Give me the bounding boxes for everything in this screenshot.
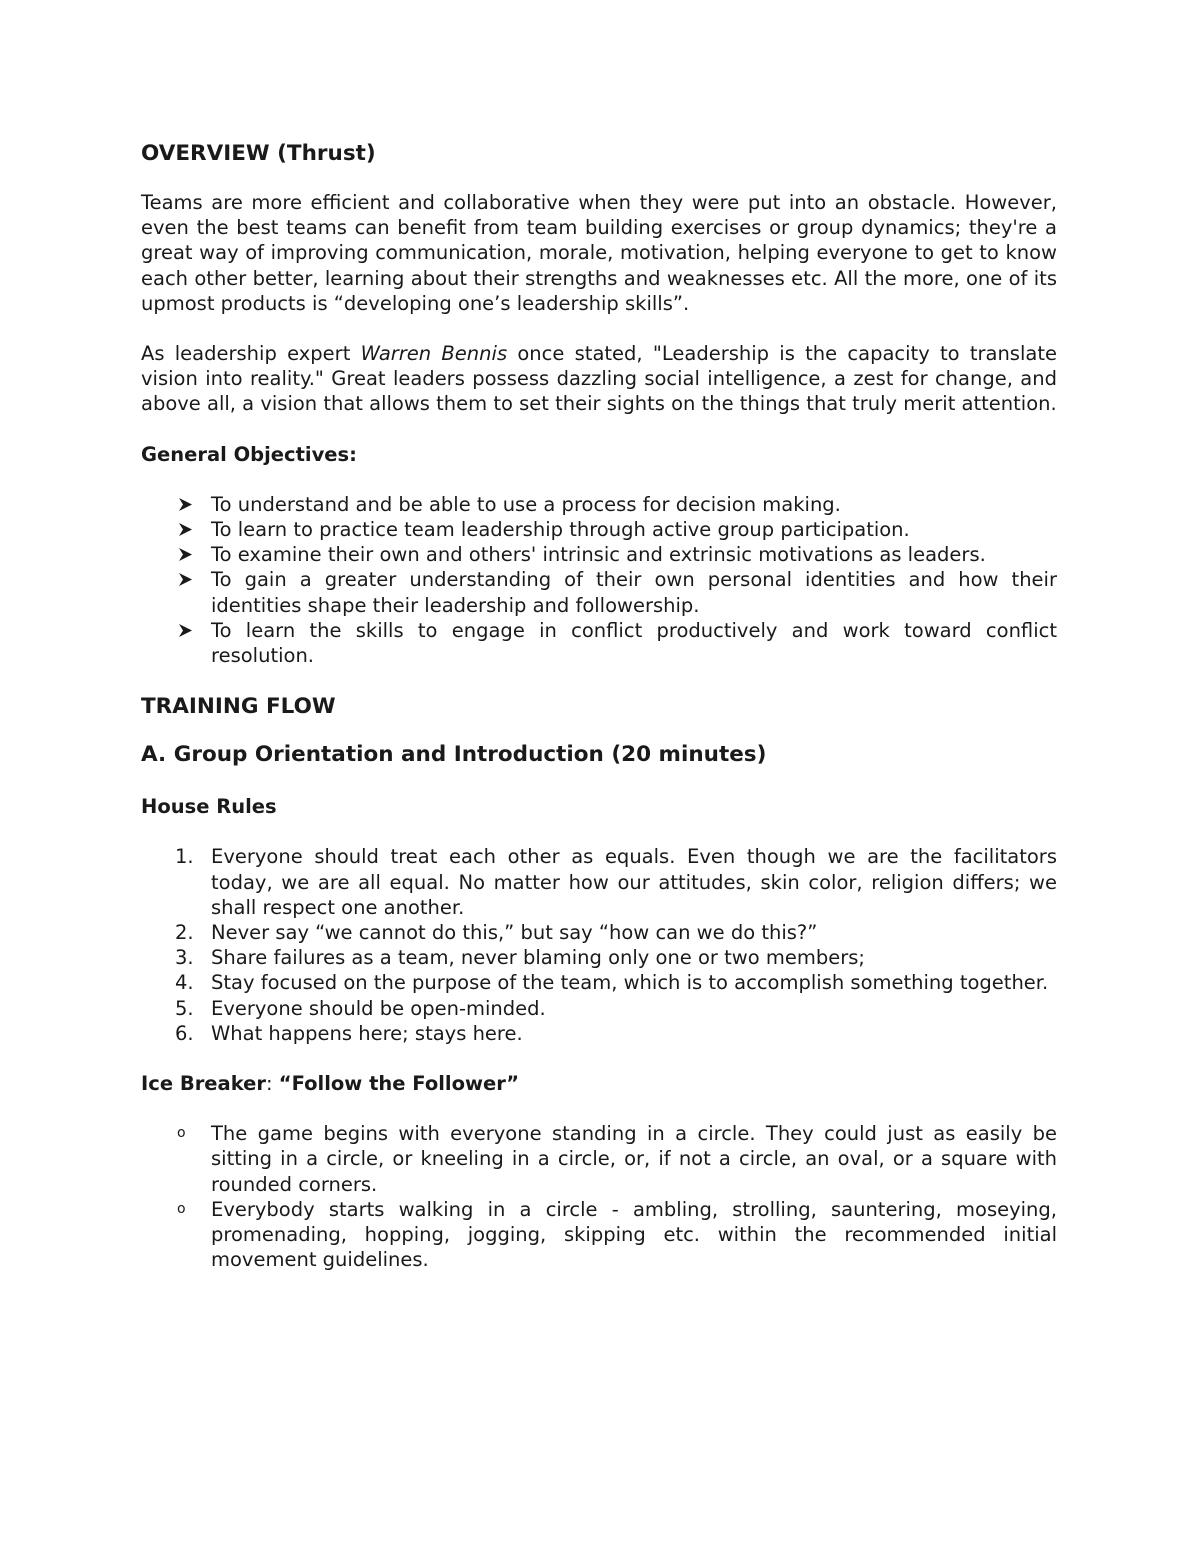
arrow-bullet-icon — [176, 492, 196, 517]
circle-bullet-icon: o — [177, 1200, 186, 1217]
list-item — [141, 920, 1057, 945]
overview-paragraph-2 — [141, 341, 1057, 417]
circle-bullet-icon: o — [177, 1125, 186, 1142]
rule-text: Share failures as a team, never blaming only one or two members; — [211, 946, 865, 970]
quote-intro: As leadership expert — [141, 342, 361, 366]
quote-text: once stated, "Leadership is the capacity to translate vision into reality." Great leaders possess dazzling social intelligence, a zest for change, and above all, a vision that allows them to set their sights on the things that truly merit attention. — [141, 342, 1057, 416]
arrow-bullet-icon — [176, 517, 196, 542]
list-item — [141, 1021, 1057, 1046]
ice-breaker-title: “Follow the Follower” — [278, 1072, 520, 1096]
arrow-bullet-icon — [176, 567, 196, 592]
rule-number: 1. — [175, 845, 194, 869]
document-page — [141, 140, 1057, 1298]
arrow-bullet-icon — [176, 542, 196, 567]
list-item — [141, 492, 1057, 517]
objective-text: To learn the skills to engage in conflict productively and work toward conflict resolution. — [211, 618, 1057, 668]
house-rules-list — [141, 844, 1057, 1046]
ice-breaker-heading — [141, 1071, 1057, 1096]
rule-text: Everyone should treat each other as equals. Even though we are the facilitators today, we are all equal. No matter how our attitudes, skin color, religion differs; we shall respect one another. — [211, 845, 1057, 919]
overview-paragraph-1: Teams are more efficient and collaborative when they were put into an obstacle. However, even the best teams can benefit from team building exercises or group dynamics; they're a great way of improving communication, morale, motivation, helping everyone to get to know each other better, learning about their strengths and weaknesses etc. All the more, one of its upmost products is “developing one’s leadership skills”. — [141, 191, 1057, 315]
rule-text: Everyone should be open-minded. — [211, 996, 546, 1020]
objective-text: To gain a greater understanding of their own personal identities and how their identities shape their leadership and followership. — [211, 568, 1057, 617]
list-item — [141, 996, 1057, 1021]
overview-heading: OVERVIEW (Thrust) — [141, 141, 376, 166]
objectives-list — [141, 492, 1057, 668]
training-flow-heading: TRAINING FLOW — [141, 694, 336, 720]
list-item — [141, 542, 1057, 567]
ice-breaker-step: Everybody starts walking in a circle - ambling, strolling, sauntering, moseying, promenading, hopping, jogging, skipping etc. within the recommended initial movement guidelines. — [211, 1197, 1057, 1272]
quoted-person: Warren Bennis — [360, 342, 508, 366]
objective-text: To learn to practice team leadership through active group participation. — [211, 518, 910, 542]
objective-text: To examine their own and others' intrinsic and extrinsic motivations as leaders. — [211, 543, 986, 567]
section-a-heading: A. Group Orientation and Introduction (20 minutes) — [141, 742, 767, 768]
rule-text: What happens here; stays here. — [211, 1021, 523, 1045]
objective-text: To understand and be able to use a process for decision making. — [211, 492, 841, 516]
list-item — [141, 618, 1057, 668]
ice-breaker-label: Ice Breaker — [141, 1072, 266, 1096]
list-item — [141, 1121, 1057, 1197]
ice-breaker-step: The game begins with everyone standing in a circle. They could just as easily be sitting in a circle, or kneeling in a circle, or, if not a circle, an oval, or a square with rounded corners. — [211, 1122, 1057, 1196]
house-rules-heading: House Rules — [141, 795, 277, 819]
rule-number: 4. — [175, 971, 194, 995]
list-item — [141, 970, 1057, 995]
rule-number: 5. — [175, 996, 194, 1020]
list-item — [141, 1197, 1057, 1273]
arrow-bullet-icon — [176, 618, 196, 643]
rule-text: Never say “we cannot do this,” but say “how can we do this?” — [211, 921, 818, 945]
ice-breaker-colon: : — [265, 1072, 279, 1096]
ice-breaker-list — [141, 1121, 1057, 1272]
rule-number: 6. — [175, 1021, 194, 1045]
list-item — [141, 844, 1057, 920]
objectives-heading: General Objectives: — [141, 442, 357, 466]
list-item — [141, 945, 1057, 970]
rule-number: 2. — [175, 921, 194, 945]
rule-number: 3. — [175, 946, 194, 970]
rule-text: Stay focused on the purpose of the team, which is to accomplish something together. — [211, 971, 1049, 995]
list-item — [141, 567, 1057, 617]
list-item — [141, 517, 1057, 542]
